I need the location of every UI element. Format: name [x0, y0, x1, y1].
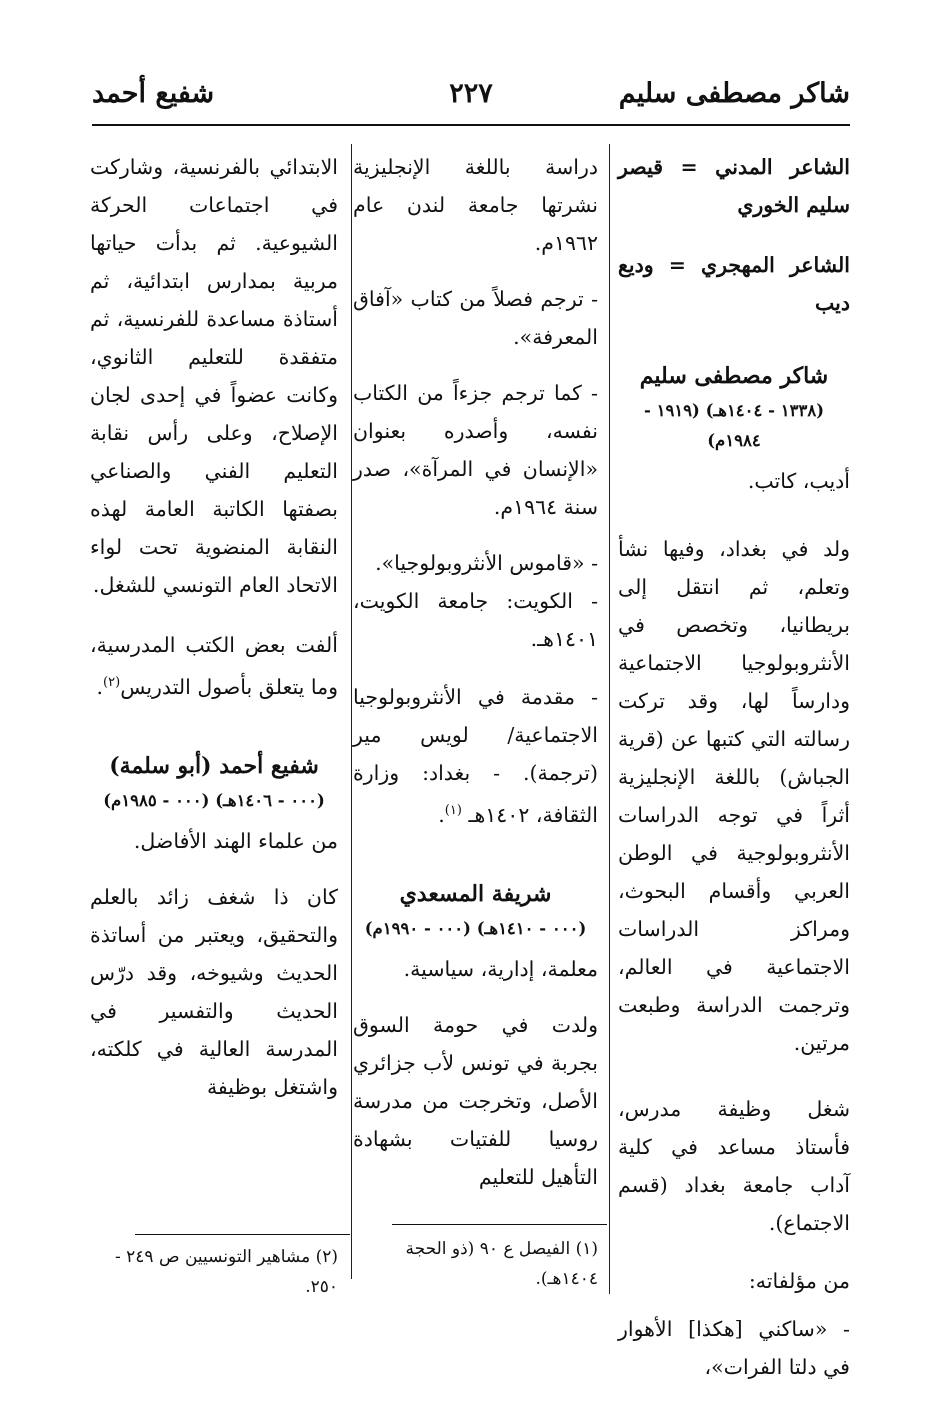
entry-occupation: من علماء الهند الأفاضل.	[133, 828, 338, 853]
page-number: ٢٢٧	[449, 78, 493, 109]
entry-title: شفيع أحمد (أبو سلمة)	[109, 752, 319, 779]
entry-title: شاكر مصطفى سليم	[639, 363, 829, 389]
entry-paragraph: الابتدائي بالفرنسية، وشاركت في اجتماعات الحركة الشيوعية. ثم بدأت حياتها مربية بمدارس ابتدائية، ثم أستاذة مساعدة للفرنسية، ثم متفقدة للتعليم الثانوي، وكانت عضواً في إحدى لجان الإصلاح، وعلى رأس نقابة التعليم الفني والصناعي بصفتها الكاتبة العامة لهذه النقابة المنضوية تحت لواء الاتحاد العام التونسي للشغل.	[90, 155, 338, 597]
cross-reference: الشاعر المهجري = وديع ديب	[618, 253, 850, 315]
page-header	[92, 78, 850, 122]
footnote: (٢) مشاهير التونسيين ص ٢٤٩ - ٢٥٠.	[115, 1247, 338, 1297]
entry-paragraph: - الكويت: جامعة الكويت، ١٤٠١هـ.	[353, 589, 598, 651]
cross-reference: الشاعر المدني = قيصر سليم الخوري	[618, 155, 850, 217]
entry-title: شريفة المسعدي	[399, 880, 552, 907]
entry-paragraph: - مقدمة في الأنثروبولوجيا الاجتماعية/ لويس مير (ترجمة). - بغداد: وزارة الثقافة، ١٤٠٢هـ $^{(١)}$.	[353, 685, 598, 827]
column-left	[90, 148, 338, 1124]
footnote-reference: (٢)	[103, 675, 121, 690]
entry-paragraph: - «قاموس الأنثروبولوجيا».	[375, 551, 598, 575]
entry-paragraph: كان ذا شغف زائد بالعلم والتحقيق، ويعتبر من أساتذة الحديث وشيوخه، وقد درّس الحديث والتفسير في المدرسة العالية في كلكته، واشتغل بوظيفة	[90, 884, 338, 1099]
entry-paragraph: - كما ترجم جزءاً من الكتاب نفسه، وأصدره بعنوان «الإنسان في المرآة»، صدر سنة ١٩٦٤م.	[353, 381, 598, 519]
header-first-entry: شاكر مصطفى سليم	[618, 78, 850, 109]
column-separator-left	[351, 144, 352, 1279]
entry-paragraph: ولدت في حومة السوق بجربة في تونس لأب جزائري الأصل، وتخرجت من مدرسة روسيا للفتيات بشهادة التأهيل للتعليم	[353, 1012, 598, 1189]
entry-dates: (١٣٣٨ - ١٤٠٤هـ) (١٩١٩ - ١٩٨٤م)	[643, 401, 824, 450]
entry-paragraph: - ترجم فصلاً من كتاب «آفاق المعرفة».	[353, 287, 598, 349]
entry-paragraph: دراسة باللغة الإنجليزية نشرتها جامعة لندن عام ١٩٦٢م.	[353, 155, 598, 255]
entry-dates: (٠٠٠ - ١٤٠٦هـ) (٠٠٠ - ١٩٨٥م)	[103, 790, 325, 810]
entry-paragraph	[90, 626, 338, 706]
entry-paragraph: من مؤلفاته:	[748, 1269, 850, 1293]
footnote-rule	[392, 1224, 607, 1225]
entry-paragraph: ولد في بغداد، وفيها نشأ وتعلم، ثم انتقل إلى بريطانيا، وتخصص في الأنثروبولوجيا الاجتماعية ودارساً لها، وقد تركت رسالته التي كتبها عن (قرية الجباش) باللغة الإنجليزية أثراً في توجه الدراسات الأنثروبولوجية في الوطن العربي وأقسام البحوث، ومراكز الدراسات الاجتماعية في العالم، وترجمت الدراسة وطبعت مرتين.	[618, 537, 850, 1055]
entry-paragraph-end: .	[96, 674, 104, 699]
entry-occupation: معلمة، إدارية، سياسية.	[403, 956, 598, 981]
entry-paragraph: - «ساكني [هكذا] الأهوار في دلتا الفرات»،	[618, 1317, 850, 1379]
footnote-reference: (١)	[444, 803, 462, 818]
entry-occupation: أديب، كاتب.	[747, 469, 850, 493]
column-right	[618, 148, 850, 1404]
column-middle	[353, 148, 598, 1214]
entry-paragraph-text: ألفت بعض الكتب المدرسية، وما يتعلق بأصول التدريس	[90, 633, 338, 699]
column-separator-right	[609, 144, 610, 1294]
footnote: (١) الفيصل ع ٩٠ (ذو الحجة ١٤٠٤هـ).	[405, 1239, 598, 1289]
entry-dates: (٠٠٠ - ١٤١٠هـ) (٠٠٠ - ١٩٩٠م)	[364, 918, 587, 938]
header-last-entry: شفيع أحمد	[92, 78, 215, 109]
entry-paragraph: شغل وظيفة مدرس، فأستاذ مساعد في كلية آداب جامعة بغداد (قسم الاجتماع).	[618, 1097, 850, 1235]
header-rule	[92, 124, 850, 126]
entry-paragraph-text: - مقدمة في الأنثروبولوجيا الاجتماعية/ لويس مير (ترجمة). - بغداد: وزارة الثقافة، ١٤٠٢هـ	[353, 685, 598, 827]
footnote-rule	[135, 1234, 350, 1235]
